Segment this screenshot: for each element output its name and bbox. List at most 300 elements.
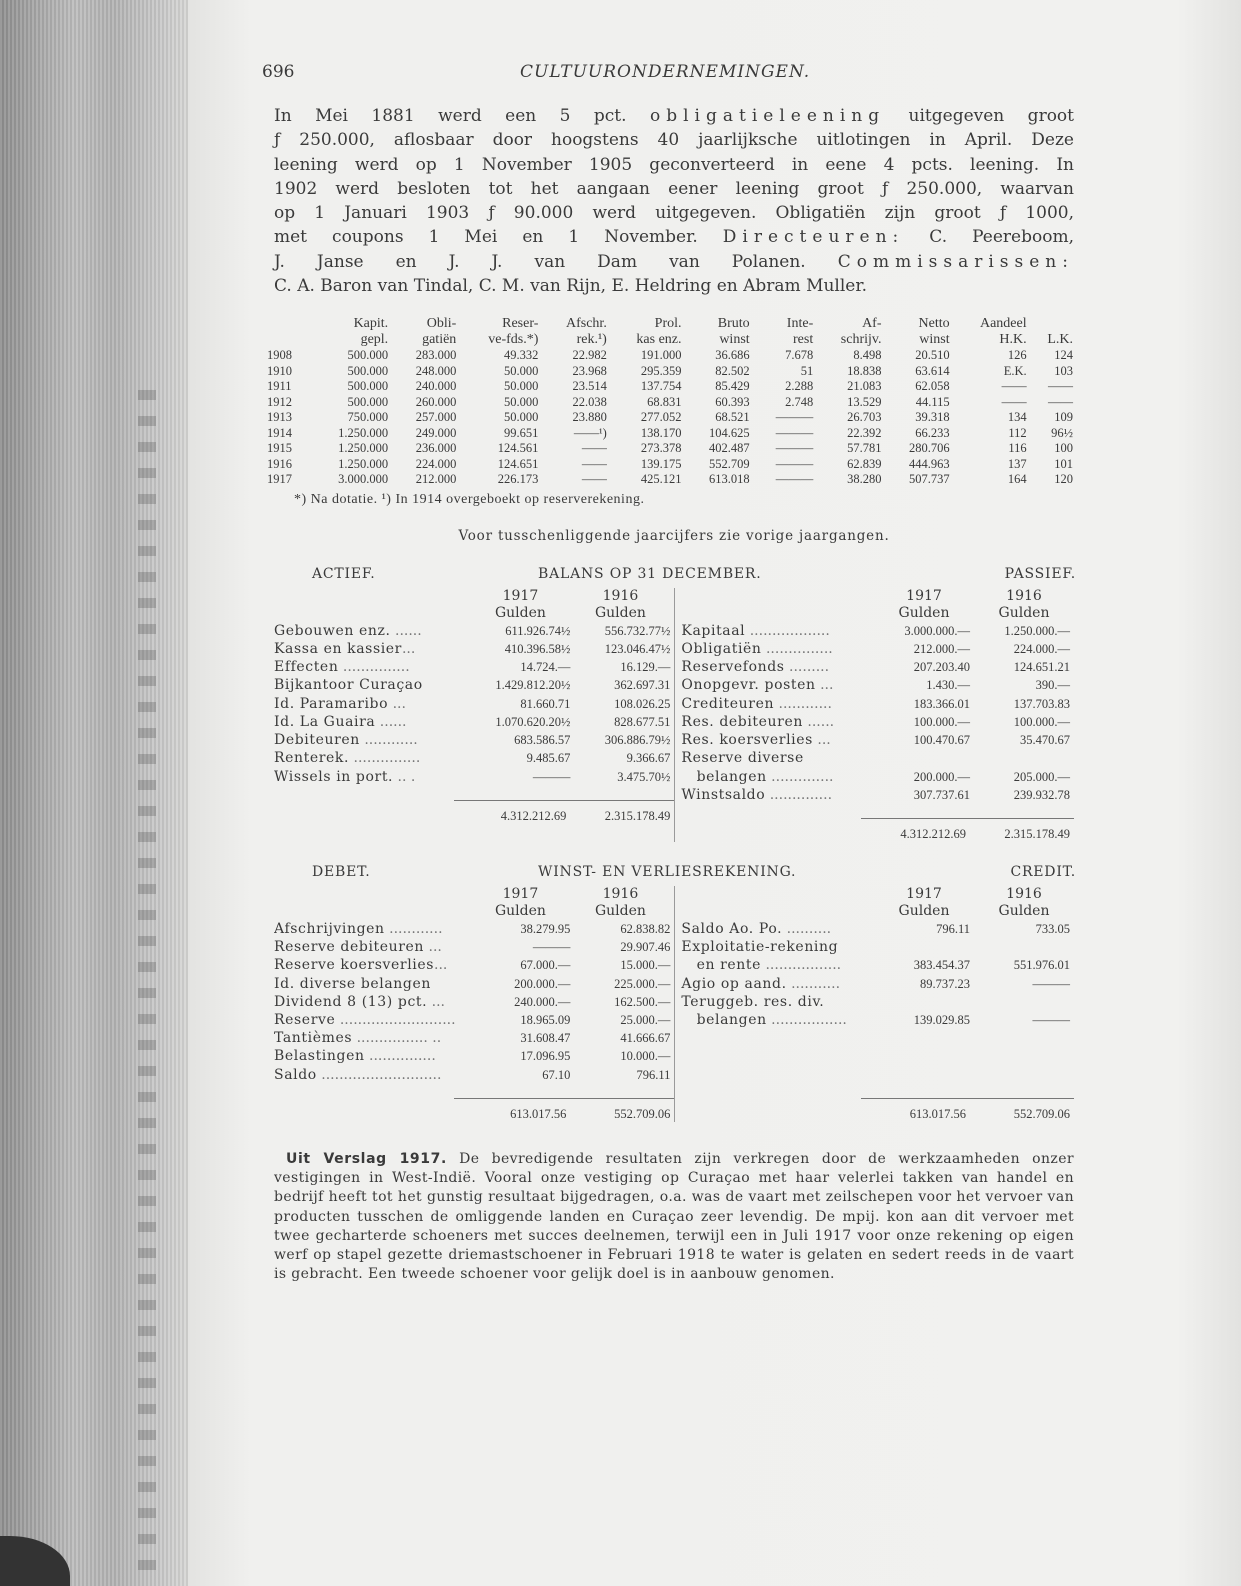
corner-shadow	[0, 1536, 70, 1586]
value-1916: 25.000.—	[620, 1012, 671, 1027]
account-label: Wissels in port. .. .	[274, 768, 416, 785]
value-1916: 123.046.47½	[604, 642, 671, 657]
value-1917: 81.660.71	[520, 696, 571, 711]
value-1917: 67.10	[542, 1067, 571, 1082]
value-cell: 212.000	[415, 472, 457, 487]
account-label: Exploitatie-rekening	[681, 939, 839, 956]
value-1916: 205.000.—	[1013, 769, 1070, 784]
intro-line: In Mei 1881 werd een 5 pct. obligatieleening uitgegeven groot	[274, 106, 1074, 126]
column-header: Af-	[862, 316, 882, 332]
year-cell: 1915	[267, 441, 292, 456]
account-label: Winstsaldo ..............	[681, 786, 833, 803]
col-year-1916: 1916	[602, 587, 639, 604]
col-year-1917: 1917	[502, 885, 539, 902]
value-cell: 249.000	[415, 425, 457, 440]
value-cell: 283.000	[415, 348, 457, 363]
value-1917: 3.000.000.—	[904, 623, 970, 638]
account-label: Kapitaal ..................	[681, 622, 830, 639]
table-row	[264, 395, 1076, 411]
assets-totals	[454, 800, 674, 824]
value-cell: 500.000	[347, 394, 389, 409]
value-1917: 67.000.—	[520, 958, 571, 973]
column-header: ve-fds.*)	[488, 332, 539, 348]
value-1916: 362.697.31	[614, 678, 671, 693]
value-cell: ——	[1001, 394, 1027, 409]
running-head-title: CULTUURONDERNEMINGEN.	[520, 62, 811, 82]
account-label: Obligatiën ...............	[681, 641, 833, 658]
table-row	[264, 472, 1076, 488]
table-row	[264, 364, 1076, 380]
column-header: rest	[793, 332, 814, 348]
column-header: schrijv.	[840, 332, 882, 348]
col-unit: Gulden	[594, 902, 646, 919]
credit-side	[675, 886, 1074, 1122]
value-cell: ——	[1048, 379, 1073, 394]
value-1917: 38.279.95	[520, 921, 571, 936]
value-1917: 100.000.—	[913, 714, 970, 729]
account-row	[681, 975, 1074, 993]
value-cell: ———	[775, 410, 814, 425]
value-cell: 13.529	[847, 394, 882, 409]
assets-heading: ACTIEF.	[312, 565, 376, 582]
statistics-footnote: *) Na dotatie. ¹) In 1914 overgeboekt op reserverekening.	[294, 491, 645, 507]
assets-side	[274, 588, 675, 842]
value-cell: 1.250.000	[338, 425, 389, 440]
total-1916: 552.709.06	[1013, 1106, 1070, 1121]
running-head	[262, 62, 1074, 88]
value-cell: 50.000	[504, 363, 539, 378]
account-label: Res. koersverlies ...	[681, 732, 831, 749]
value-cell: 50.000	[504, 394, 539, 409]
value-cell: 507.737	[909, 472, 950, 487]
value-cell: 68.831	[647, 394, 682, 409]
value-1916: 100.000.—	[1013, 714, 1070, 729]
account-row	[274, 1047, 674, 1065]
credit-heading: CREDIT.	[1010, 863, 1076, 880]
account-row	[274, 622, 674, 640]
account-row	[681, 695, 1074, 713]
value-cell: 38.280	[847, 472, 882, 487]
account-label: Effecten ...............	[274, 659, 410, 676]
profit-loss-account	[274, 864, 1074, 1122]
value-1916: 828.677.51	[614, 714, 671, 729]
value-cell: 22.038	[572, 394, 607, 409]
value-1916	[970, 938, 1074, 956]
account-row	[681, 938, 1074, 956]
account-label: Id. La Guaira ......	[274, 713, 407, 730]
account-label: Gebouwen enz. ......	[274, 622, 422, 639]
column-header: rek.¹)	[576, 332, 607, 348]
column-header: Inte-	[786, 316, 814, 332]
value-1917: 796.11	[936, 921, 970, 936]
value-cell: 62.839	[847, 456, 882, 471]
value-1916	[970, 749, 1074, 767]
intro-line: op 1 Januari 1903 ƒ 90.000 werd uitgegeven. Obligatiën zijn groot ƒ 1000,	[274, 203, 1074, 224]
value-1916: 62.838.82	[620, 921, 671, 936]
account-row	[681, 622, 1074, 640]
account-row	[681, 1011, 1074, 1029]
value-cell: 124.561	[497, 441, 539, 456]
account-row	[274, 1029, 674, 1047]
account-row	[681, 768, 1074, 786]
value-cell: 104.625	[709, 425, 750, 440]
value-cell: 126	[1007, 348, 1027, 363]
year-cell: 1911	[267, 379, 292, 394]
value-1916: 124.651.21	[1013, 660, 1070, 675]
balance-sheet-title: BALANS OP 31 DECEMBER.	[538, 565, 762, 582]
value-1916: 225.000.—	[614, 976, 671, 991]
value-1916: 224.000.—	[1013, 642, 1070, 657]
total-1917: 613.017.56	[510, 1106, 567, 1121]
value-1917: 139.029.85	[913, 1012, 970, 1027]
value-1916: 390.—	[1035, 678, 1070, 693]
value-cell: 137.754	[640, 379, 682, 394]
account-label: Reserve diverse	[681, 750, 804, 767]
total-1917: 4.312.212.69	[900, 826, 966, 841]
value-cell: ——	[1001, 379, 1027, 394]
value-cell: 226.173	[497, 472, 539, 487]
value-cell: 191.000	[640, 348, 682, 363]
account-label: Crediteuren ............	[681, 695, 832, 712]
value-cell: ——	[581, 456, 607, 471]
total-1916: 552.709.06	[614, 1106, 671, 1121]
table-row	[264, 457, 1076, 473]
value-1916	[970, 993, 1074, 1011]
account-row	[274, 676, 674, 694]
liabilities-totals	[861, 818, 1074, 842]
col-year-1917: 1917	[906, 885, 942, 902]
value-cell: 101	[1054, 456, 1073, 471]
value-cell: 236.000	[415, 441, 457, 456]
account-label: Belastingen ...............	[274, 1048, 436, 1065]
value-cell: 280.706	[909, 441, 950, 456]
col-unit: Gulden	[998, 604, 1050, 621]
value-cell: 750.000	[347, 410, 389, 425]
value-cell: 100	[1054, 441, 1073, 456]
value-cell: ———	[775, 425, 814, 440]
value-cell: ———	[775, 472, 814, 487]
value-cell: 23.880	[572, 410, 607, 425]
account-label: Reserve koersverlies...	[274, 957, 448, 974]
account-label: Debiteuren ............	[274, 732, 418, 749]
col-unit: Gulden	[898, 604, 950, 621]
value-1917: 89.737.23	[920, 976, 970, 991]
value-1916: 9.366.67	[626, 751, 671, 766]
account-row	[274, 749, 674, 767]
book-page-edges	[0, 0, 188, 1586]
account-label: en rente .................	[681, 957, 842, 974]
liabilities-side	[675, 588, 1074, 842]
value-1917: 383.454.37	[913, 958, 970, 973]
account-label: Id. diverse belangen	[274, 975, 431, 992]
debit-heading: DEBET.	[312, 863, 371, 880]
column-header: Netto	[918, 316, 950, 332]
value-1917	[870, 993, 970, 1011]
intro-line: 1902 werd besloten tot het aangaan eener leening groot ƒ 250.000, waarvan	[274, 178, 1074, 199]
value-cell: 85.429	[715, 379, 750, 394]
value-cell: 3.000.000	[338, 472, 389, 487]
value-cell: ——	[1048, 394, 1073, 409]
column-header	[264, 316, 309, 332]
year-cell: 1908	[267, 348, 292, 363]
value-1916: 551.976.01	[1013, 958, 1070, 973]
value-1917: ———	[532, 769, 571, 784]
value-cell: 248.000	[415, 363, 457, 378]
column-header: gepl.	[360, 332, 389, 348]
column-header: L.K.	[1047, 332, 1073, 348]
credit-totals	[861, 1098, 1074, 1122]
account-row	[274, 920, 674, 938]
value-cell: 552.709	[709, 456, 750, 471]
page-number: 696	[262, 62, 295, 82]
table-row	[264, 410, 1076, 426]
column-header: H.K.	[999, 332, 1027, 348]
value-cell: 21.083	[847, 379, 882, 394]
value-cell: 60.393	[715, 394, 750, 409]
col-year-1917: 1917	[906, 587, 942, 604]
account-row	[274, 768, 674, 786]
column-header: Kapit.	[353, 316, 389, 332]
intro-line: J. Janse en J. J. van Dam van Polanen. Commissarissen:	[274, 251, 1074, 272]
value-1917	[870, 749, 970, 767]
value-1916: 108.026.25	[614, 696, 671, 711]
value-cell: 138.170	[640, 425, 682, 440]
column-header: gatiën	[422, 332, 457, 348]
account-label: Saldo ...........................	[274, 1066, 442, 1083]
account-label: Id. Paramaribo ...	[274, 695, 406, 712]
value-cell: 22.982	[572, 348, 607, 363]
value-cell: 23.968	[572, 363, 607, 378]
account-row	[274, 1011, 674, 1029]
value-1917: 1.429.812.20½	[495, 678, 571, 693]
value-cell: 103	[1054, 363, 1073, 378]
table-row	[264, 379, 1076, 395]
value-1917: 410.396.58½	[504, 642, 571, 657]
value-1916: 733.05	[1035, 921, 1070, 936]
value-1916: 3.475.70½	[617, 769, 671, 784]
value-1917: 307.737.61	[913, 787, 970, 802]
value-cell: 139.175	[640, 456, 682, 471]
value-1917: 1.070.620.20½	[495, 714, 571, 729]
liabilities-heading: PASSIEF.	[1004, 565, 1076, 582]
value-cell: 273.378	[640, 441, 682, 456]
col-year-1916: 1916	[602, 885, 639, 902]
col-unit: Gulden	[494, 604, 546, 621]
value-cell: 63.614	[915, 363, 950, 378]
year-cell: 1917	[267, 472, 292, 487]
account-label: Tantièmes ................ ..	[274, 1030, 442, 1047]
account-row	[274, 938, 674, 956]
value-cell: 7.678	[785, 348, 814, 363]
value-1917: 9.485.67	[526, 751, 571, 766]
account-row	[274, 956, 674, 974]
value-cell: 8.498	[853, 348, 882, 363]
balance-sheet-header	[274, 566, 1074, 588]
value-1916: ———	[1032, 976, 1070, 991]
debit-totals	[454, 1098, 674, 1122]
intro-line: C. A. Baron van Tindal, C. M. van Rijn, E. Heldring en Abram Muller.	[274, 276, 868, 297]
col-unit: Gulden	[594, 604, 646, 621]
value-cell: 2.288	[785, 379, 814, 394]
value-cell: 257.000	[415, 410, 457, 425]
col-unit: Gulden	[998, 902, 1050, 919]
intro-line: met coupons 1 Mei en 1 November. Directeuren: C. Peereboom,	[274, 227, 1074, 248]
debit-side	[274, 886, 675, 1122]
account-row	[274, 1066, 674, 1084]
value-cell: 444.963	[909, 456, 950, 471]
value-cell: 124	[1054, 348, 1073, 363]
value-cell: 39.318	[915, 410, 950, 425]
value-1916: 162.500.—	[614, 994, 671, 1009]
account-row	[681, 786, 1074, 804]
value-cell: ——	[581, 441, 607, 456]
value-1916: 10.000.—	[620, 1049, 671, 1064]
value-cell: 120	[1054, 472, 1073, 487]
value-cell: 22.392	[847, 425, 882, 440]
book-page	[188, 0, 1241, 1586]
value-cell: 134	[1007, 410, 1027, 425]
report-text: De bevredigende resultaten zijn verkregen door de werkzaamheden onzer vestigingen in West-Indië. Vooral onze vestiging op Curaçao met haar velerlei takken van handel en bedrijf heeft tot het gunstig resultaat bijgedragen, o.a. was de vaart met zeilschepen voor het vervoer van producten tusschen de omliggende landen en Curaçao zeer levendig. De mpij. kon aan dit vervoer met twee gecharterde schoeners met succes deelnemen, terwijl een in Juli 1917 voor onze rekening op eigen werf op stapel gezette driemastschoener in Februari 1918 te water is gelaten en sedert reeds in de vaart is gebracht. Een tweede schoener voor gelijk doel is in aanbouw genomen.	[274, 1150, 1074, 1283]
total-1917: 4.312.212.69	[500, 808, 567, 823]
value-cell: 44.115	[915, 394, 950, 409]
value-1917: ———	[532, 940, 571, 955]
value-cell: 112	[1008, 425, 1027, 440]
account-label: Bijkantoor Curaçao	[274, 677, 423, 694]
table-row	[264, 426, 1076, 442]
column-header	[264, 332, 309, 348]
intro-line: ƒ 250.000, aflosbaar door hoogstens 40 jaarlijksche uitlotingen in April. Deze	[274, 130, 1074, 151]
account-row	[274, 695, 674, 713]
value-cell: 137	[1007, 456, 1027, 471]
value-cell: 260.000	[415, 394, 457, 409]
table-row	[264, 348, 1076, 364]
value-cell: 66.233	[915, 425, 950, 440]
value-cell: 26.703	[847, 410, 882, 425]
value-cell: 224.000	[415, 456, 457, 471]
account-label: Teruggeb. res. div.	[681, 993, 825, 1010]
value-cell: ——¹)	[573, 425, 607, 440]
value-cell: 1.250.000	[338, 456, 389, 471]
account-label: Dividend 8 (13) pct. ...	[274, 993, 446, 1010]
value-1916: 239.932.78	[1013, 787, 1070, 802]
column-header: winst	[919, 332, 950, 348]
value-cell: ——	[581, 472, 607, 487]
profit-loss-header	[274, 864, 1074, 886]
year-cell: 1914	[267, 425, 292, 440]
account-label: Kassa en kassier...	[274, 641, 416, 658]
value-1917: 1.430.—	[926, 678, 970, 693]
value-cell: 500.000	[347, 348, 389, 363]
value-1916: 15.000.—	[620, 958, 671, 973]
account-label: Reserve debiteuren ...	[274, 939, 442, 956]
account-row	[274, 975, 674, 993]
value-1916: 41.666.67	[620, 1031, 671, 1046]
value-cell: ———	[775, 441, 814, 456]
value-cell: 49.332	[504, 348, 539, 363]
col-unit: Gulden	[898, 902, 950, 919]
annual-report-excerpt	[274, 1150, 1074, 1284]
page-content	[262, 62, 1076, 1284]
value-cell: 99.651	[504, 425, 539, 440]
value-cell: 36.686	[715, 348, 750, 363]
value-cell: 109	[1054, 410, 1073, 425]
account-label: Res. debiteuren ......	[681, 713, 835, 730]
value-cell: 402.487	[709, 441, 750, 456]
account-label: Renterek. ...............	[274, 750, 421, 767]
col-year-1916: 1916	[1006, 885, 1042, 902]
account-label: Onopgevr. posten ...	[681, 677, 834, 694]
value-1916: 1.250.000.—	[1004, 623, 1070, 638]
profit-loss-title: WINST- EN VERLIESREKENING.	[538, 863, 797, 880]
account-row	[274, 640, 674, 658]
account-row	[681, 713, 1074, 731]
total-1916: 2.315.178.49	[1004, 826, 1070, 841]
value-cell: 2.748	[785, 394, 814, 409]
total-1916: 2.315.178.49	[604, 808, 671, 823]
account-row	[274, 658, 674, 676]
account-label: Reserve ..........................	[274, 1011, 456, 1028]
column-header: winst	[719, 332, 750, 348]
value-cell: 62.058	[915, 379, 950, 394]
account-label: belangen ..............	[681, 768, 834, 785]
account-row	[681, 731, 1074, 749]
account-row	[681, 920, 1074, 938]
column-header: Prol.	[654, 316, 682, 332]
value-1917: 31.608.47	[520, 1031, 571, 1046]
account-row	[681, 956, 1074, 974]
value-1917: 207.203.40	[913, 660, 970, 675]
see-previous-note: Voor tusschenliggende jaarcijfers zie vorige jaargangen.	[458, 527, 890, 544]
value-cell: 18.838	[847, 363, 882, 378]
value-1917: 14.724.—	[520, 660, 571, 675]
value-cell: 50.000	[504, 379, 539, 394]
account-row	[681, 658, 1074, 676]
value-cell: E.K.	[1003, 363, 1027, 378]
table-row	[264, 441, 1076, 457]
account-label: Afschrijvingen ............	[274, 920, 443, 937]
value-cell: 116	[1008, 441, 1027, 456]
value-1917: 212.000.—	[913, 642, 970, 657]
value-1917: 100.470.67	[913, 733, 970, 748]
value-cell: 295.359	[640, 363, 682, 378]
intro-line: leening werd op 1 November 1905 geconverteerd in eene 4 pcts. leening. In	[274, 154, 1074, 175]
value-cell: 20.510	[915, 348, 950, 363]
balance-sheet	[274, 566, 1074, 842]
column-header	[1030, 316, 1076, 332]
col-unit: Gulden	[494, 902, 546, 919]
account-row	[274, 713, 674, 731]
value-cell: 124.651	[497, 456, 539, 471]
value-1916: 796.11	[636, 1067, 671, 1082]
value-cell: 57.781	[847, 441, 882, 456]
value-1917: 200.000.—	[913, 769, 970, 784]
value-1917: 683.586.57	[514, 733, 571, 748]
value-1916: 16.129.—	[620, 660, 671, 675]
year-cell: 1913	[267, 410, 292, 425]
value-cell: 50.000	[504, 410, 539, 425]
value-1916: 35.470.67	[1020, 733, 1070, 748]
value-1917: 17.096.95	[520, 1049, 571, 1064]
value-cell: ———	[775, 456, 814, 471]
year-cell: 1916	[267, 456, 292, 471]
value-cell: 277.052	[640, 410, 682, 425]
value-cell: 23.514	[572, 379, 607, 394]
value-cell: 613.018	[709, 472, 750, 487]
col-year-1916: 1916	[1006, 587, 1042, 604]
column-header: Bruto	[717, 316, 750, 332]
account-row	[274, 731, 674, 749]
column-header: Reser-	[502, 316, 539, 332]
